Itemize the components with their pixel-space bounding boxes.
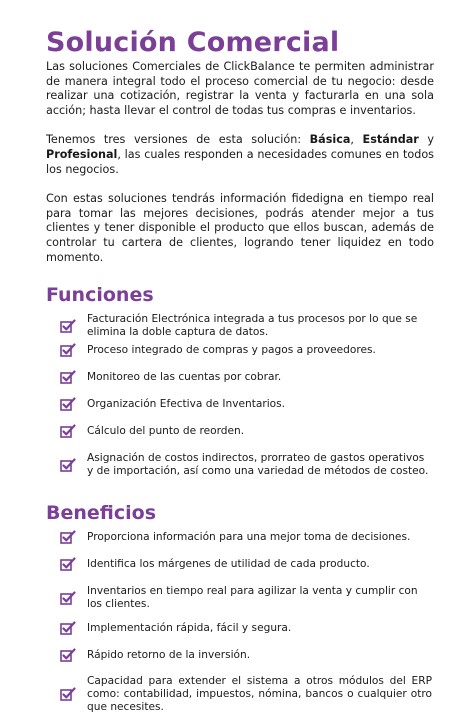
list-item-text: Organización Efectiva de Inventarios. [87,397,286,410]
list-item-text: Proporciona información para una mejor toma de decisiones. [87,530,411,543]
version-basica: Básica [309,133,351,147]
list-item-text: Monitoreo de las cuentas por cobrar. [87,370,282,383]
versions-paragraph [46,133,434,177]
version-profesional: Profesional [46,147,118,161]
checkbox-check-icon [60,457,76,473]
checkbox-check-icon [60,423,76,439]
checkbox-check-icon [60,529,76,545]
list-item-text: Facturación Electrónica integrada a tus procesos por lo que se elimina la doble captura de datos. [87,313,418,339]
document-page [46,26,434,714]
version-estandar: Estándar [362,133,419,147]
checkbox-check-icon [60,556,76,572]
checkbox-check-icon [60,590,76,606]
list-item-text: Proceso integrado de compras y pagos a proveedores. [87,343,376,356]
beneficios-list [46,530,434,714]
intro-paragraph: Las soluciones Comerciales de ClickBalance te permiten administrar de manera integral todo el proceso comercial de tu negocio: desde realizar una cotización, registrar la venta y facturarla en una sola acción; hasta llevar el control de todas tus compras e inventarios. [46,60,434,117]
list-item [46,674,434,714]
funciones-heading: Funciones [46,284,154,307]
list-item [46,343,434,357]
checkbox-check-icon [60,686,76,702]
list-item-text: Rápido retorno de la inversión. [87,648,251,661]
list-item-text: Identifica los márgenes de utilidad de cada producto. [87,557,370,570]
list-item [46,370,434,384]
list-item [46,557,434,571]
list-item [46,424,434,438]
checkbox-check-icon [60,318,76,334]
list-item-text: Asignación de costos indirectos, prorrateo de gastos operativos y de importación, así como una variedad de métodos de costeo. [87,452,429,478]
list-item [46,621,434,635]
funciones-list [46,312,434,479]
list-item-text: Capacidad para extender el sistema a otros módulos del ERP como: contabilidad, impuestos, nómina, bancos o cualquier otro que necesites. [87,674,432,713]
versions-prefix: Tenemos tres versiones de esta solución: [46,133,310,147]
list-item-text: Cálculo del punto de reorden. [87,424,245,437]
versions-sep1: , [350,133,363,147]
list-item [46,397,434,411]
closing-paragraph: Con estas soluciones tendrás información fidedigna en tiempo real para tomar las mejores decisiones, podrás atender mejor a tus clientes y tener disponible el producto que ellos buscan, además de controlar tu cartera de clientes, logrando tener liquidez en todo momento. [46,192,434,264]
checkbox-check-icon [60,342,76,358]
versions-suffix: , las cuales responden a necesidades comunes en todos los negocios. [46,147,434,176]
versions-sep2: y [418,133,434,147]
list-item-text: Implementación rápida, fácil y segura. [87,621,292,634]
beneficios-heading: Beneficios [46,502,157,525]
list-item [46,584,434,612]
list-item [46,648,434,662]
checkbox-check-icon [60,620,76,636]
checkbox-check-icon [60,369,76,385]
list-item-text: Inventarios en tiempo real para agilizar la venta y cumplir con los clientes. [87,585,418,611]
checkbox-check-icon [60,647,76,663]
list-item [46,451,434,479]
list-item [46,312,434,340]
checkbox-check-icon [60,396,76,412]
list-item [46,530,434,544]
page-title: Solución Comercial [46,27,340,58]
